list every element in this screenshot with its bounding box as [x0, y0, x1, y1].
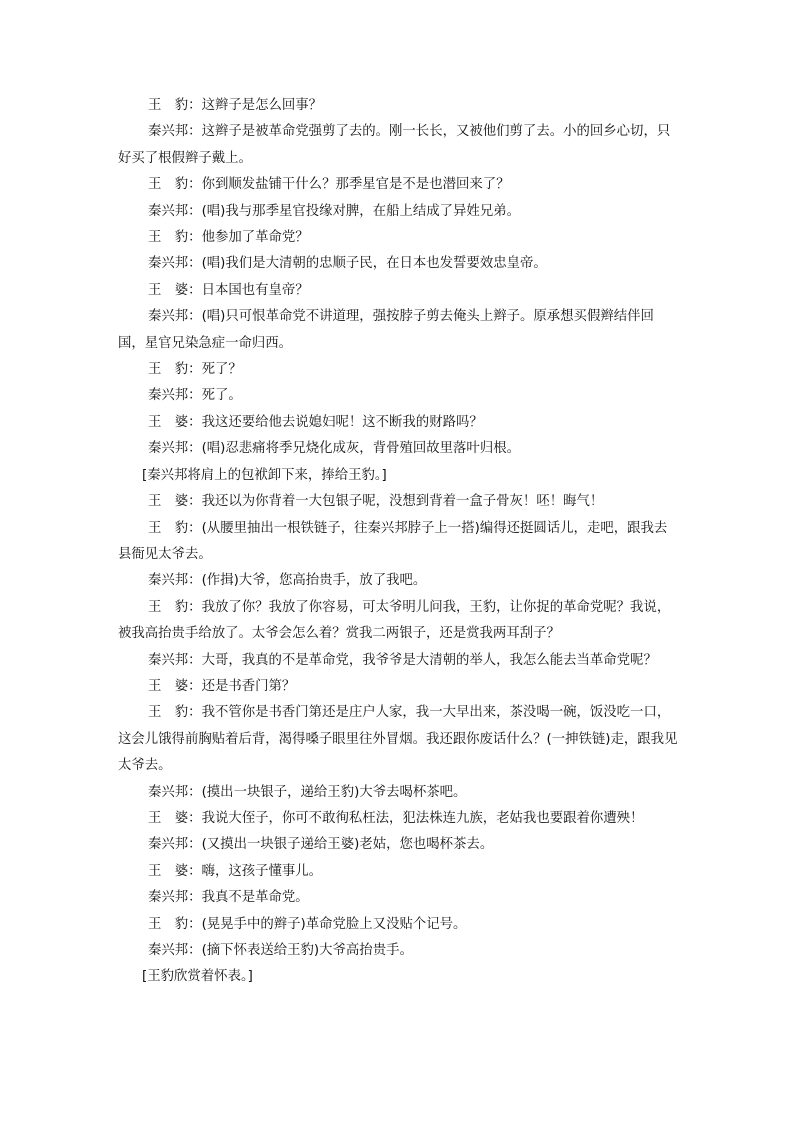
speaker-colon: ：	[188, 705, 202, 721]
dialogue-line	[118, 119, 678, 172]
dialogue-line	[118, 357, 678, 383]
dialogue-line	[118, 648, 678, 674]
speech-text: (唱)我与那季星官投缘对脾，在船上结成了异姓兄弟。	[201, 203, 520, 219]
dialogue-line	[118, 199, 678, 225]
dialogue-line	[118, 832, 678, 858]
speaker-colon: ：	[188, 230, 202, 246]
speech-text: (唱)只可恨革命党不讲道理，强按脖子剪去俺头上辫子。原承想买假辫结伴回国，星官兄染急症一命归西。	[118, 309, 654, 351]
speech-text: 这辫子是被革命党强剪了去的。刚一长长，又被他们剪了去。小的回乡心切，只好买了根假辫子戴上。	[118, 124, 671, 166]
dialogue-line	[118, 278, 678, 304]
stage-direction	[118, 964, 678, 990]
speaker-name: 秦兴邦	[148, 309, 189, 325]
stage-direction-text: [王豹欣赏着怀表。]	[142, 969, 253, 985]
dialogue-line	[118, 516, 678, 569]
speaker-colon: ：	[188, 362, 202, 378]
speaker-name: 王 豹	[148, 362, 189, 378]
speech-text: 日本国也有皇帝？	[201, 282, 309, 298]
speech-text: 嗨，这孩子懂事儿。	[201, 863, 323, 879]
speaker-name: 秦兴邦	[148, 573, 189, 589]
speech-text: 死了？	[201, 362, 242, 378]
dialogue-line	[118, 93, 678, 119]
speaker-colon: ：	[188, 599, 202, 615]
speaker-colon: ：	[188, 520, 202, 536]
dialogue-line	[118, 489, 678, 515]
speech-text: (摘下怀表送给王豹)大爷高抬贵手。	[201, 943, 413, 958]
speech-text: 这辫子是怎么回事？	[201, 98, 323, 113]
speaker-colon: ：	[188, 124, 202, 140]
speaker-colon: ：	[188, 282, 202, 298]
stage-direction	[118, 463, 678, 489]
dialogue-line	[118, 225, 678, 251]
speaker-name: 王 婆	[148, 414, 189, 430]
speech-text: (晃晃手中的辫子)革命党脸上又没贴个记号。	[201, 916, 467, 932]
speech-text: (作揖)大爷，您高抬贵手，放了我吧。	[201, 573, 427, 589]
dialogue-line	[118, 859, 678, 885]
speaker-colon: ：	[188, 837, 202, 853]
speaker-colon: ：	[188, 890, 202, 906]
speaker-name: 王 豹	[148, 705, 189, 721]
speaker-name: 秦兴邦	[148, 652, 189, 668]
speaker-name: 秦兴邦	[148, 441, 189, 457]
speaker-colon: ：	[188, 309, 202, 325]
speech-text: 大哥，我真的不是革命党，我爷爷是大清朝的举人，我怎么能去当革命党呢？	[201, 652, 657, 668]
speech-text: 我不管你是书香门第还是庄户人家，我一大早出来，茶没喝一碗，饭没吃一口，这会儿饿得前胸贴着后背，渴得嗓子眼里往外冒烟。我还跟你废话什么？(一抻铁链)走，跟我见太爷去。	[118, 705, 678, 774]
speech-text: (唱)我们是大清朝的忠顺子民，在日本也发誓要效忠皇帝。	[201, 256, 547, 272]
speaker-colon: ：	[188, 916, 202, 932]
speech-text: 你到顺发盐铺干什么？那季星官是不是也潜回来了？	[201, 177, 510, 193]
speech-text: 他参加了革命党？	[201, 230, 309, 246]
speaker-colon: ：	[188, 784, 202, 800]
speaker-name: 秦兴邦	[148, 784, 189, 800]
speaker-name: 秦兴邦	[148, 203, 189, 219]
speaker-colon: ：	[188, 810, 202, 826]
speaker-colon: ：	[188, 652, 202, 668]
speaker-colon: ：	[188, 414, 202, 430]
speaker-name: 秦兴邦	[148, 943, 189, 958]
stage-direction-text: [秦兴邦将肩上的包袱卸下来，捧给王豹。]	[142, 467, 387, 483]
speaker-name: 王 豹	[148, 916, 189, 932]
dialogue-line	[118, 436, 678, 462]
dialogue-line	[118, 700, 678, 779]
speech-text: 还是书香门第？	[201, 678, 296, 694]
speaker-name: 秦兴邦	[148, 890, 189, 906]
speaker-name: 秦兴邦	[148, 256, 189, 272]
speech-text: (从腰里抽出一根铁链子，往秦兴邦脖子上一搭)编得还挺圆话儿，走吧，跟我去县衙见太爷去。	[118, 520, 668, 562]
dialogue-line	[118, 806, 678, 832]
speech-text: 我放了你？我放了你容易，可太爷明儿问我，王豹，让你捉的革命党呢？我说，被我高抬贵手给放了。太爷会怎么着？赏我二两银子，还是赏我两耳刮子？	[118, 599, 671, 642]
speaker-name: 王 豹	[148, 177, 189, 193]
speaker-colon: ：	[188, 388, 202, 404]
speech-text: 死了。	[201, 388, 242, 404]
speaker-name: 王 婆	[148, 282, 189, 298]
speaker-name: 秦兴邦	[148, 837, 189, 853]
speaker-colon: ：	[188, 943, 202, 958]
speaker-name: 王 豹	[148, 599, 189, 615]
script-page	[118, 93, 678, 991]
speech-text: 我还以为你背着一大包银子呢，没想到背着一盒子骨灰！呸！晦气！	[201, 494, 604, 510]
dialogue-line	[118, 568, 678, 594]
dialogue-line	[118, 780, 678, 806]
speaker-colon: ：	[188, 863, 202, 879]
speaker-name: 王 婆	[148, 494, 189, 510]
speaker-name: 秦兴邦	[148, 124, 189, 140]
dialogue-line	[118, 885, 678, 911]
speaker-name: 王 豹	[148, 230, 189, 246]
dialogue-line	[118, 383, 678, 409]
speaker-colon: ：	[188, 203, 202, 219]
speaker-colon: ：	[188, 678, 202, 694]
dialogue-line	[118, 912, 678, 938]
speech-text: 我说大侄子，你可不敢徇私枉法，犯法株连九族，老姑我也要跟着你遭殃！	[201, 810, 644, 826]
speaker-colon: ：	[188, 494, 202, 510]
speaker-name: 王 婆	[148, 678, 189, 694]
dialogue-line	[118, 251, 678, 277]
speech-text: 我真不是革命党。	[201, 890, 309, 906]
dialogue-line	[118, 410, 678, 436]
speaker-colon: ：	[188, 98, 202, 113]
speaker-name: 王 婆	[148, 863, 189, 879]
dialogue-line	[118, 172, 678, 198]
dialogue-line	[118, 595, 678, 648]
speaker-name: 秦兴邦	[148, 388, 189, 404]
speech-text: (摸出一块银子，递给王豹)大爷去喝杯茶吧。	[201, 784, 467, 800]
speech-text: (唱)忍悲痛将季兄烧化成灰，背骨殖回故里落叶归根。	[201, 441, 520, 457]
speaker-colon: ：	[188, 256, 202, 272]
speaker-name: 王 豹	[148, 98, 189, 113]
speaker-colon: ：	[188, 441, 202, 457]
dialogue-line	[118, 938, 678, 964]
speech-text: 我这还要给他去说媳妇呢！这不断我的财路吗？	[201, 414, 483, 430]
speech-text: (又摸出一块银子递给王婆)老姑，您也喝杯茶去。	[201, 837, 494, 853]
speaker-colon: ：	[188, 573, 202, 589]
speaker-colon: ：	[188, 177, 202, 193]
speaker-name: 王 婆	[148, 810, 189, 826]
dialogue-line	[118, 674, 678, 700]
speaker-name: 王 豹	[148, 520, 189, 536]
dialogue-line	[118, 304, 678, 357]
